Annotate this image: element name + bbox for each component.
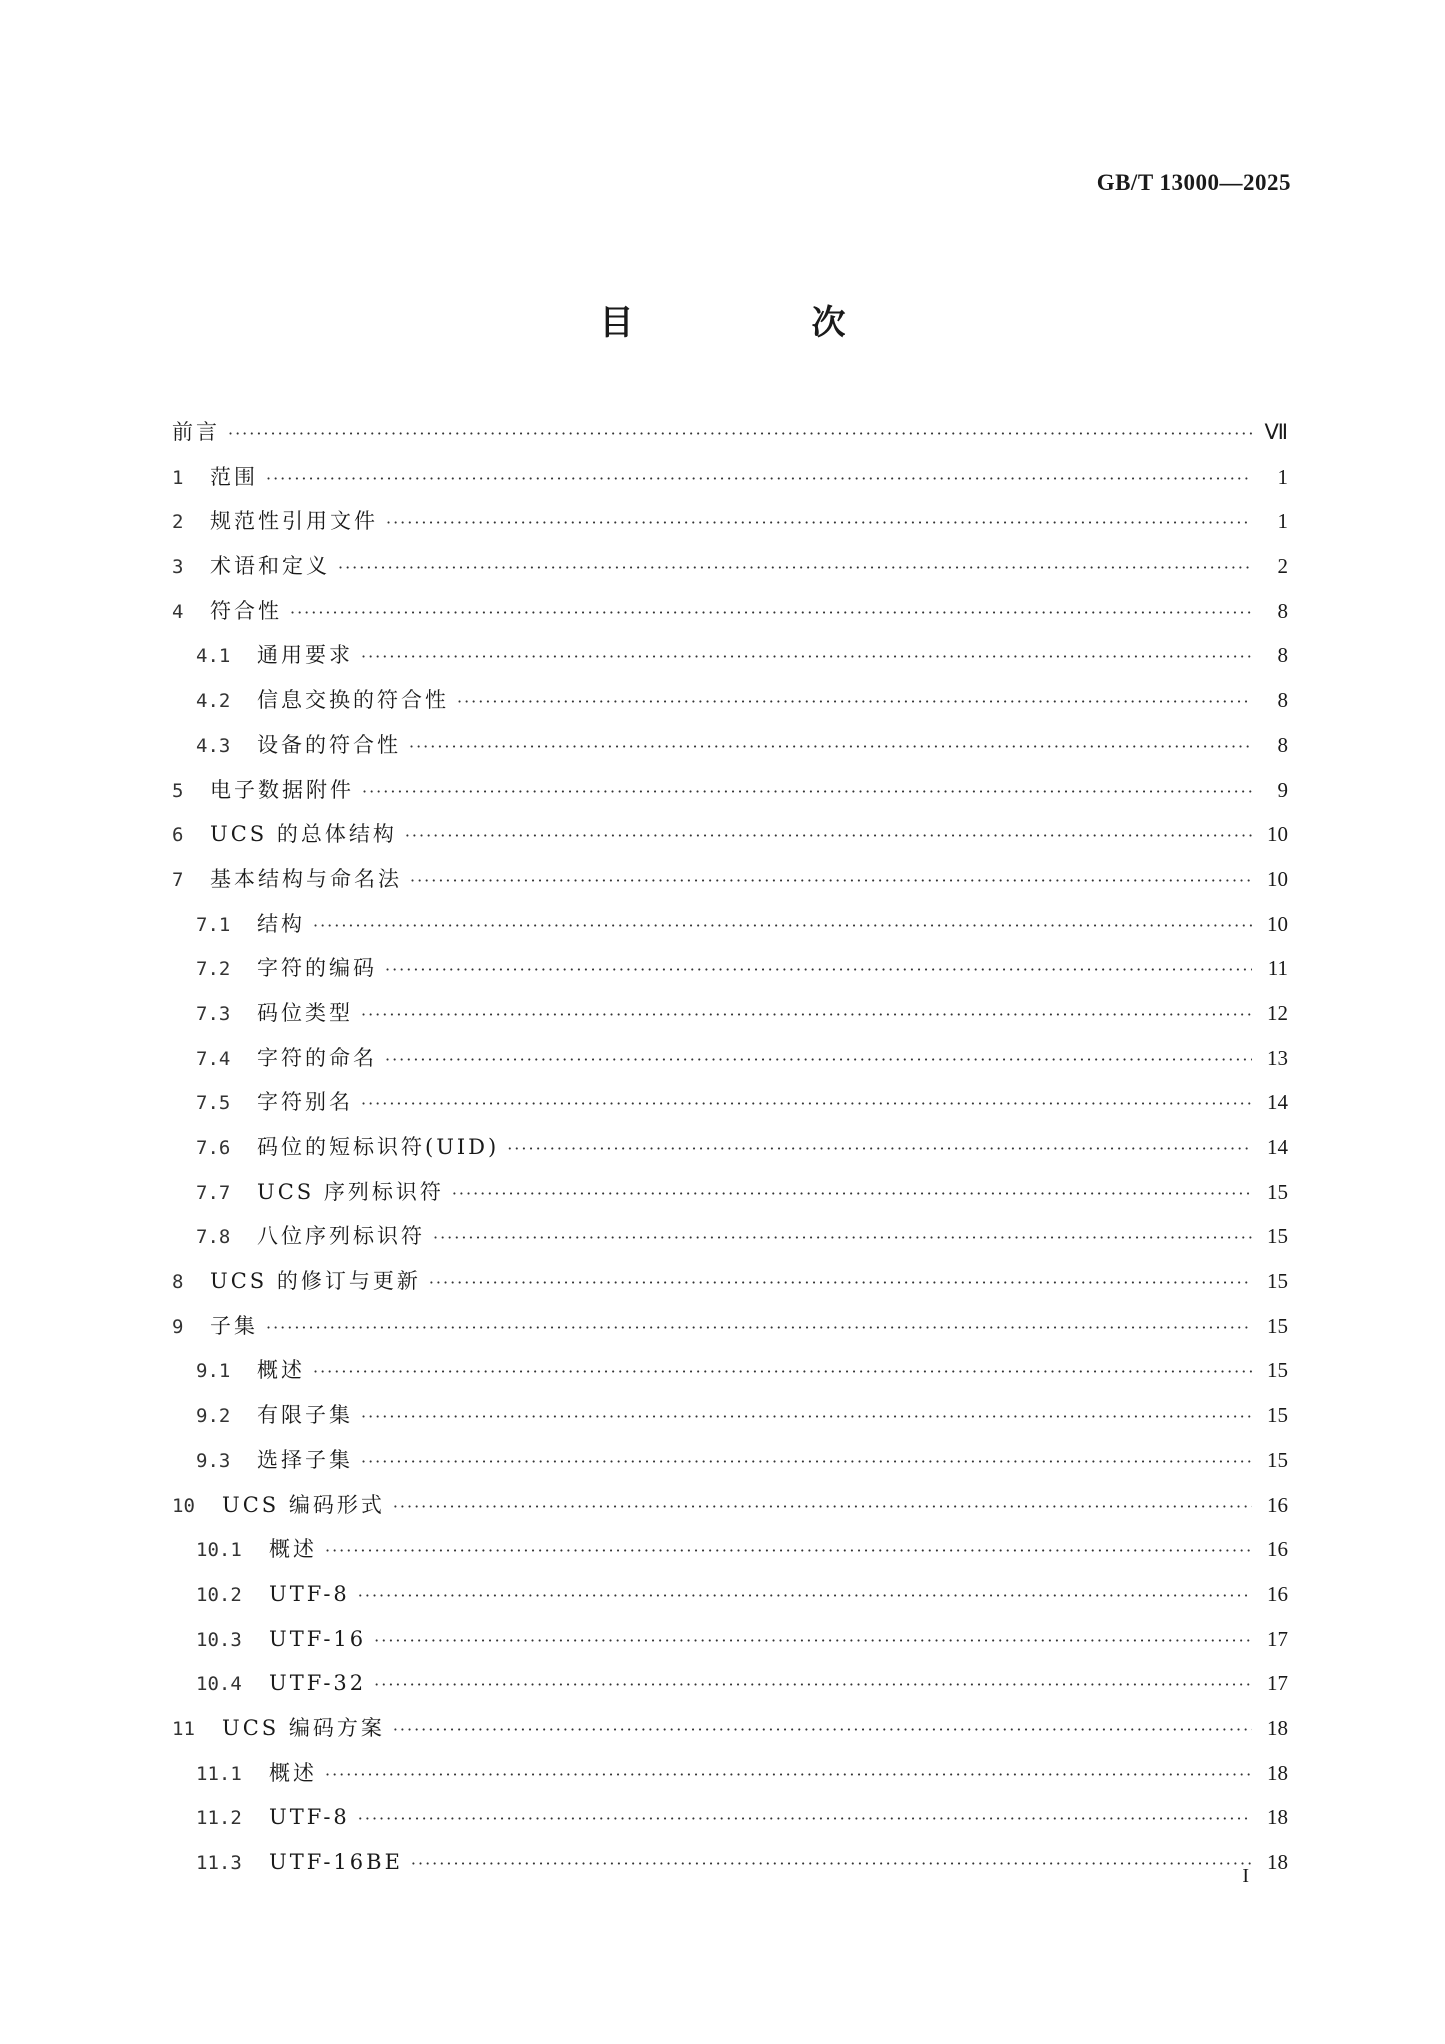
- toc-entry-number: 4.3: [196, 734, 231, 757]
- toc-entry-number: 7.8: [196, 1226, 231, 1249]
- toc-entry[interactable]: [172, 991, 1288, 1036]
- toc-dot-leader: [386, 501, 1252, 546]
- toc-dot-leader: [374, 1619, 1252, 1664]
- toc-dot-leader: [405, 814, 1252, 859]
- toc-entry[interactable]: [172, 1617, 1288, 1662]
- toc-entry[interactable]: [172, 410, 1288, 455]
- toc-dot-leader: [393, 1485, 1252, 1530]
- toc-entry-page: 10: [1267, 822, 1288, 847]
- toc-entry-number: 7.7: [196, 1181, 231, 1204]
- toc-entry[interactable]: [172, 499, 1288, 544]
- toc-entry-title: UTF-8: [269, 1581, 350, 1606]
- toc-entry[interactable]: [172, 1348, 1288, 1393]
- toc-entry-title: 字符的命名: [257, 1045, 377, 1070]
- toc-entry-page: 18: [1267, 1760, 1288, 1785]
- toc-entry-title: UTF-32: [269, 1671, 367, 1696]
- toc-entry[interactable]: [172, 1483, 1288, 1528]
- toc-entry-number: 5: [172, 779, 184, 802]
- toc-dot-leader: [457, 680, 1252, 725]
- toc-entry-title: 码位的短标识符(UID): [257, 1135, 500, 1159]
- toc-dot-leader: [362, 770, 1252, 815]
- toc-entry-number: 7.4: [196, 1047, 231, 1070]
- toc-entry[interactable]: [172, 1393, 1288, 1438]
- toc-entry-page: 15: [1267, 1447, 1288, 1472]
- toc-entry-page: 10: [1267, 911, 1288, 936]
- toc-dot-leader: [313, 1350, 1252, 1395]
- page-title: 目 次: [599, 303, 918, 343]
- toc-entry[interactable]: [172, 633, 1288, 678]
- toc-entry-title: 子集: [210, 1313, 258, 1338]
- toc-entry[interactable]: [172, 678, 1288, 723]
- toc-dot-leader: [358, 1574, 1252, 1619]
- toc-entry-number: 11.2: [196, 1807, 242, 1830]
- toc-entry[interactable]: [172, 812, 1288, 857]
- toc-entry-page: 17: [1267, 1626, 1288, 1651]
- toc-entry-number: 2: [172, 511, 184, 534]
- toc-entry-page: 15: [1267, 1179, 1288, 1204]
- toc-dot-leader: [452, 1172, 1252, 1217]
- toc-entry-page: Ⅶ: [1264, 420, 1288, 444]
- toc-entry-number: 10.3: [196, 1628, 242, 1651]
- toc-entry-title: 术语和定义: [210, 554, 330, 579]
- toc-entry-page: 2: [1277, 554, 1288, 579]
- toc-entry[interactable]: [172, 455, 1288, 500]
- toc-entry-title: 概述: [269, 1537, 317, 1562]
- toc-entry-title: 码位类型: [257, 1000, 353, 1025]
- toc-entry-number: 4.1: [196, 645, 231, 668]
- toc-dot-leader: [361, 1395, 1252, 1440]
- toc-entry-title: UTF-16: [269, 1626, 367, 1651]
- toc-entry-title: 八位序列标识符: [257, 1224, 425, 1249]
- toc-entry-number: 10: [172, 1494, 195, 1517]
- toc-entry[interactable]: [172, 1170, 1288, 1215]
- toc-entry[interactable]: [172, 902, 1288, 947]
- toc-entry-page: 11: [1267, 956, 1288, 981]
- toc-entry-page: 15: [1267, 1403, 1288, 1428]
- toc-entry[interactable]: [172, 1795, 1288, 1840]
- toc-entry-page: 18: [1267, 1805, 1288, 1830]
- toc-entry[interactable]: [172, 1080, 1288, 1125]
- toc-entry-page: 15: [1267, 1313, 1288, 1338]
- toc-entry[interactable]: [172, 544, 1288, 589]
- toc-dot-leader: [429, 1261, 1252, 1306]
- standard-code: GB/T 13000—2025: [1096, 170, 1291, 195]
- toc-entry[interactable]: [172, 1706, 1288, 1751]
- toc-entry[interactable]: [172, 1527, 1288, 1572]
- toc-entry-page: 1: [1277, 509, 1288, 534]
- toc-dot-leader: [410, 859, 1252, 904]
- toc-entry-page: 1: [1277, 464, 1288, 489]
- toc-entry-number: 10.1: [196, 1539, 242, 1562]
- toc-dot-leader: [338, 546, 1252, 591]
- toc-entry[interactable]: [172, 1438, 1288, 1483]
- toc-entry-number: 10.4: [196, 1673, 242, 1696]
- toc-entry-title: 范围: [210, 464, 258, 489]
- toc-entry-title: 设备的符合性: [257, 732, 401, 757]
- toc-entry-page: 16: [1267, 1492, 1288, 1517]
- toc-entry-title: UCS 的修订与更新: [210, 1269, 421, 1294]
- toc-entry-title: 概述: [269, 1760, 317, 1785]
- toc-entry-title: UTF-16BE: [269, 1850, 403, 1874]
- toc-dot-leader: [325, 1529, 1252, 1574]
- toc-entry[interactable]: [172, 1840, 1288, 1885]
- toc-entry-number: 3: [172, 556, 184, 579]
- toc-entry-title: 有限子集: [257, 1403, 353, 1428]
- toc-entry-number: 8: [172, 1271, 184, 1294]
- toc-dot-leader: [313, 904, 1252, 949]
- toc-entry-page: 10: [1267, 866, 1288, 891]
- toc-entry-number: 9.3: [196, 1449, 231, 1472]
- toc-entry-page: 12: [1267, 1000, 1288, 1025]
- toc-entry-number: 7.2: [196, 958, 231, 981]
- toc-entry-page: 13: [1267, 1045, 1288, 1070]
- toc-entry[interactable]: [172, 1259, 1288, 1304]
- toc-entry-page: 8: [1277, 643, 1288, 668]
- toc-entry-title: 字符的编码: [257, 956, 377, 981]
- toc-dot-leader: [385, 948, 1252, 993]
- toc-entry-page: 8: [1277, 598, 1288, 623]
- toc-entry-title: 电子数据附件: [210, 777, 354, 802]
- toc-entry-title: 字符别名: [257, 1090, 353, 1115]
- toc-entry-number: 4.2: [196, 690, 231, 713]
- toc-dot-leader: [507, 1127, 1252, 1172]
- toc-entry-title: 规范性引用文件: [210, 509, 378, 534]
- toc-entry-page: 15: [1267, 1269, 1288, 1294]
- toc-entry-page: 15: [1267, 1358, 1288, 1383]
- toc-entry[interactable]: [172, 1214, 1288, 1259]
- toc-entry[interactable]: [172, 723, 1288, 768]
- table-of-contents: [172, 410, 1288, 1885]
- toc-dot-leader: [266, 1306, 1252, 1351]
- toc-entry-title: 基本结构与命名法: [210, 866, 402, 891]
- toc-entry-title: 选择子集: [257, 1447, 353, 1472]
- toc-entry-page: 8: [1277, 732, 1288, 757]
- toc-entry-number: 9: [172, 1315, 184, 1338]
- toc-dot-leader: [393, 1708, 1252, 1753]
- toc-dot-leader: [409, 725, 1252, 770]
- toc-entry-number: 7.3: [196, 1002, 231, 1025]
- page-number: I: [1242, 1865, 1249, 1887]
- toc-entry-number: 11.1: [196, 1762, 242, 1785]
- toc-dot-leader: [361, 993, 1252, 1038]
- toc-entry-page: 16: [1267, 1581, 1288, 1606]
- toc-entry[interactable]: [172, 1572, 1288, 1617]
- toc-dot-leader: [361, 635, 1252, 680]
- toc-entry-title: UCS 编码形式: [222, 1492, 385, 1517]
- toc-entry-number: 4: [172, 600, 184, 623]
- toc-entry-title: 符合性: [210, 598, 282, 623]
- toc-entry[interactable]: [172, 946, 1288, 991]
- toc-entry-title: 信息交换的符合性: [257, 688, 449, 713]
- toc-dot-leader: [228, 412, 1252, 457]
- toc-entry-number: 10.2: [196, 1583, 242, 1606]
- toc-dot-leader: [374, 1663, 1252, 1708]
- toc-entry[interactable]: [172, 1661, 1288, 1706]
- toc-entry[interactable]: [172, 857, 1288, 902]
- toc-entry-page: 14: [1267, 1090, 1288, 1115]
- toc-dot-leader: [266, 457, 1252, 502]
- toc-entry-number: 6: [172, 824, 184, 847]
- toc-entry-number: 1: [172, 466, 184, 489]
- toc-entry-title: UTF-8: [269, 1805, 350, 1830]
- toc-dot-leader: [290, 591, 1252, 636]
- toc-dot-leader: [433, 1216, 1252, 1261]
- toc-dot-leader: [361, 1440, 1252, 1485]
- toc-entry-page: 8: [1277, 688, 1288, 713]
- toc-entry-page: 17: [1267, 1671, 1288, 1696]
- toc-entry[interactable]: [172, 768, 1288, 813]
- toc-dot-leader: [325, 1753, 1252, 1798]
- toc-entry-title: 概述: [257, 1358, 305, 1383]
- toc-entry-title: 通用要求: [257, 643, 353, 668]
- toc-entry-number: 9.2: [196, 1405, 231, 1428]
- toc-dot-leader: [361, 1082, 1252, 1127]
- toc-entry-title: 结构: [257, 911, 305, 936]
- toc-entry[interactable]: [172, 1751, 1288, 1796]
- toc-entry-number: 9.1: [196, 1360, 231, 1383]
- toc-entry-page: 14: [1267, 1135, 1288, 1159]
- toc-entry-page: 9: [1277, 777, 1288, 802]
- toc-entry-title: UCS 序列标识符: [257, 1179, 444, 1204]
- toc-entry[interactable]: [172, 589, 1288, 634]
- toc-entry-title: 前言: [172, 420, 220, 444]
- toc-entry[interactable]: [172, 1125, 1288, 1170]
- toc-dot-leader: [385, 1038, 1252, 1083]
- toc-entry-number: 7: [172, 868, 184, 891]
- toc-entry-number: 11.3: [196, 1852, 242, 1874]
- toc-entry-number: 7.1: [196, 913, 231, 936]
- toc-entry-page: 15: [1267, 1224, 1288, 1249]
- toc-entry-page: 18: [1267, 1715, 1288, 1740]
- toc-entry[interactable]: [172, 1036, 1288, 1081]
- toc-entry-title: UCS 的总体结构: [210, 822, 397, 847]
- toc-entry-page: 18: [1267, 1850, 1288, 1874]
- toc-entry-page: 16: [1267, 1537, 1288, 1562]
- toc-entry[interactable]: [172, 1304, 1288, 1349]
- toc-entry-number: 11: [172, 1717, 195, 1740]
- toc-entry-number: 7.5: [196, 1092, 231, 1115]
- toc-entry-number: 7.6: [196, 1137, 231, 1159]
- toc-entry-title: UCS 编码方案: [222, 1715, 385, 1740]
- toc-dot-leader: [358, 1797, 1252, 1842]
- toc-dot-leader: [411, 1842, 1252, 1887]
